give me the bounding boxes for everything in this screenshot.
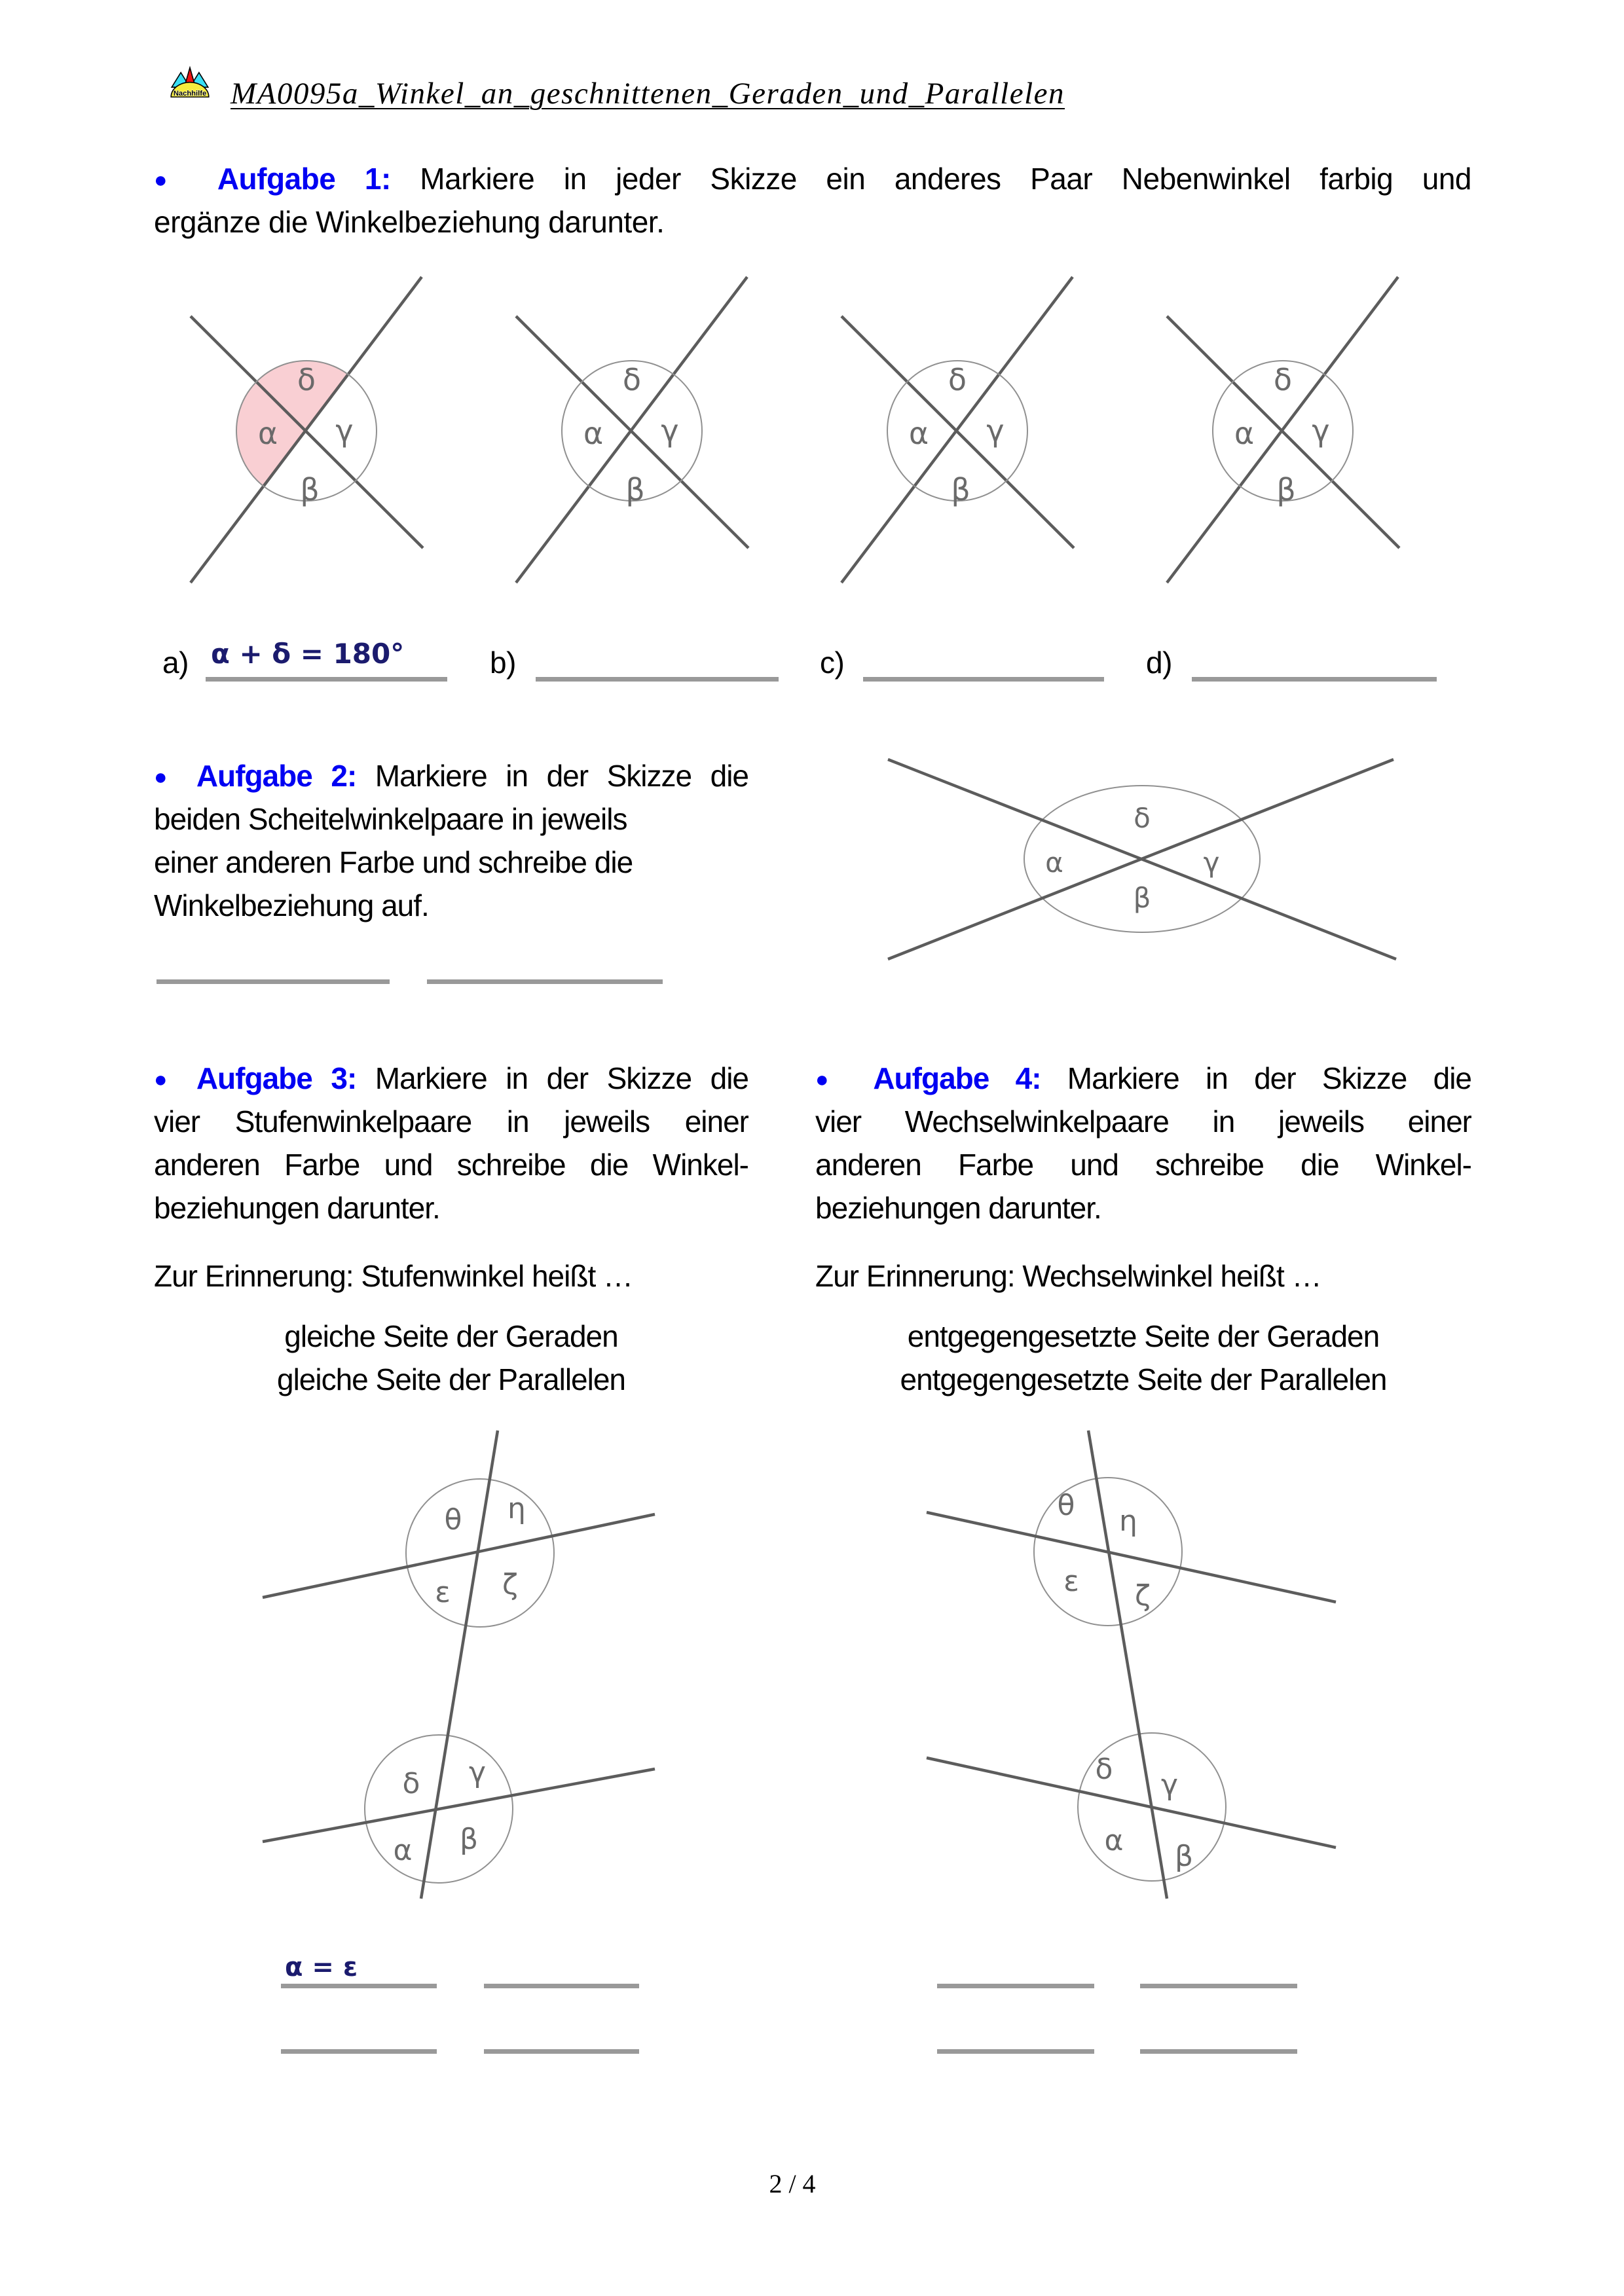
crossing-lines-diagram-d — [1119, 261, 1447, 627]
task3-blank-4 — [484, 2049, 639, 2054]
angle-label-beta: β — [1133, 882, 1151, 914]
angle-label-gamma: γ — [661, 413, 679, 448]
lower-parallel-line — [263, 1769, 655, 1842]
task2-blank-2 — [427, 979, 663, 984]
line-a — [1167, 316, 1399, 548]
task3-reminder: Zur Erinnerung: Stufenwinkel heißt … — [154, 1259, 633, 1293]
task4-blank-3 — [937, 2049, 1094, 2054]
angle-label-delta: δ — [622, 362, 642, 397]
angle-label-beta: β — [1174, 1840, 1194, 1873]
angle-label-theta: θ — [444, 1503, 462, 1537]
bullet-icon: ● — [154, 765, 178, 790]
angle-label-zeta: ζ — [502, 1568, 518, 1601]
line-b — [1167, 277, 1398, 583]
answer-c-blank — [863, 677, 1104, 682]
angle-label-beta: β — [300, 472, 320, 507]
task4-paragraph — [815, 1061, 1471, 1233]
line-a — [516, 316, 748, 548]
lower-parallel-line — [927, 1758, 1336, 1848]
line-a — [191, 316, 423, 548]
task3-line1 — [154, 1061, 748, 1104]
answer-a-label: a) — [162, 646, 189, 680]
angle-label-eta: η — [1119, 1504, 1137, 1538]
task2-blank-1 — [157, 979, 390, 984]
task3-note1: gleiche Seite der Geraden — [284, 1319, 618, 1353]
task1-label: Aufgabe 1: — [217, 162, 391, 196]
bullet-icon: ● — [815, 1067, 847, 1092]
task4-text1: Markiere in der Skizze die — [1067, 1061, 1471, 1095]
angle-label-delta: δ — [297, 362, 316, 397]
page-number: 2 / 4 — [769, 2169, 816, 2198]
angle-label-gamma: γ — [468, 1756, 487, 1789]
task1-paragraph — [154, 161, 1471, 247]
task4-note2: entgegengesetzte Seite der Parallelen — [900, 1362, 1387, 1396]
angle-label-gamma: γ — [1160, 1768, 1179, 1802]
task4-blank-4 — [1140, 2049, 1297, 2054]
task1-text1: Markiere in jeder Skizze ein anderes Paar Nebenwinkel farbig und — [420, 162, 1471, 196]
answer-d-blank — [1192, 677, 1437, 682]
task3-answer-value: α = ε — [285, 1952, 358, 1982]
task4-note1: entgegengesetzte Seite der Geraden — [907, 1319, 1380, 1353]
upper-angle-circle — [406, 1479, 554, 1627]
answer-d-label: d) — [1146, 646, 1172, 680]
angle-label-gamma: γ — [986, 413, 1005, 448]
task4-line1 — [815, 1061, 1471, 1104]
task3-text1: Markiere in der Skizze die — [375, 1061, 748, 1095]
task4-blank-1 — [937, 1984, 1094, 1988]
task4-line3: anderen Farbe und schreibe die Winkel- — [815, 1148, 1471, 1182]
angle-label-alpha: α — [393, 1834, 413, 1867]
angle-label-alpha: α — [1045, 847, 1063, 879]
bullet-icon: ● — [154, 1067, 178, 1092]
answer-b-blank — [536, 677, 779, 682]
line-a — [841, 316, 1074, 548]
task3-note2: gleiche Seite der Parallelen — [276, 1362, 626, 1396]
task1-line2: ergänze die Winkelbeziehung darunter. — [154, 205, 665, 239]
angle-label-alpha: α — [908, 416, 929, 451]
task3-paragraph — [154, 1061, 748, 1233]
answer-c-label: c) — [820, 646, 845, 680]
angle-label-delta: δ — [1134, 802, 1151, 834]
answer-a-value: α + δ = 180° — [211, 638, 405, 670]
angle-label-eta: η — [507, 1492, 526, 1525]
task2-label: Aufgabe 2: — [196, 759, 357, 793]
task3-line3: anderen Farbe und schreibe die Winkel- — [154, 1148, 748, 1182]
task1-line1 — [154, 161, 1471, 204]
task4-label: Aufgabe 4: — [873, 1061, 1041, 1095]
angle-label-gamma: γ — [1312, 413, 1330, 448]
task2-paragraph — [154, 758, 748, 931]
task4-blank-2 — [1140, 1984, 1297, 1988]
line-b — [191, 277, 422, 583]
task2-line1 — [154, 758, 748, 801]
task3-line4: beziehungen darunter. — [154, 1191, 440, 1225]
crossing-lines-diagram-b — [468, 261, 796, 627]
crossing-lines-diagram-c — [794, 261, 1121, 627]
angle-label-delta: δ — [948, 362, 967, 397]
task4-reminder: Zur Erinnerung: Wechselwinkel heißt … — [815, 1259, 1321, 1293]
angle-label-beta: β — [625, 472, 645, 507]
angle-label-alpha: α — [583, 416, 604, 451]
task3-line2: vier Stufenwinkelpaare in jeweils einer — [154, 1104, 748, 1139]
angle-label-beta: β — [1276, 472, 1296, 507]
angle-label-gamma: γ — [1203, 847, 1220, 879]
angle-label-epsilon: ε — [1063, 1565, 1079, 1598]
angle-label-epsilon: ε — [435, 1576, 451, 1609]
angle-label-zeta: ζ — [1135, 1579, 1151, 1613]
answer-a-blank — [206, 677, 447, 682]
angle-label-alpha: α — [1104, 1824, 1124, 1857]
page-title: MA0095a_Winkel_an_geschnittenen_Geraden_und_Parallelen — [231, 77, 1065, 111]
task2-text1: Markiere in der Skizze die — [375, 759, 748, 793]
task4-line4: beziehungen darunter. — [815, 1191, 1101, 1225]
angle-label-alpha: α — [1234, 416, 1255, 451]
task3-blank-3 — [281, 2049, 437, 2054]
line-b — [516, 277, 747, 583]
task3-blank-2 — [484, 1984, 639, 1988]
logo-text: Nachhilfe — [173, 90, 207, 98]
task3-blank-1 — [281, 1984, 437, 1988]
vertical-angles-diagram — [877, 746, 1408, 975]
crossing-lines-diagram-a — [143, 261, 470, 627]
angle-label-delta: δ — [402, 1767, 420, 1800]
task2-line3: einer anderen Farbe und schreibe die — [154, 845, 633, 879]
angle-label-delta: δ — [1273, 362, 1293, 397]
line-b — [841, 277, 1073, 583]
angle-label-alpha: α — [257, 416, 278, 451]
nachhilfe-logo-icon — [169, 65, 211, 105]
parallel-lines-diagram-right — [910, 1421, 1356, 1905]
task2-line4: Winkelbeziehung auf. — [154, 888, 429, 922]
bullet-icon: ● — [154, 168, 189, 192]
answer-b-label: b) — [490, 646, 516, 680]
angle-label-delta: δ — [1095, 1753, 1113, 1786]
angle-label-gamma: γ — [335, 413, 354, 448]
parallel-lines-diagram-left — [249, 1421, 681, 1905]
task2-line2: beiden Scheitelwinkelpaare in jeweils — [154, 802, 627, 836]
angle-label-beta: β — [951, 472, 970, 507]
angle-label-theta: θ — [1057, 1489, 1075, 1522]
task3-label: Aufgabe 3: — [196, 1061, 357, 1095]
task4-line2: vier Wechselwinkelpaare in jeweils einer — [815, 1104, 1471, 1139]
angle-label-beta: β — [459, 1823, 479, 1856]
transversal-line — [1088, 1430, 1167, 1899]
